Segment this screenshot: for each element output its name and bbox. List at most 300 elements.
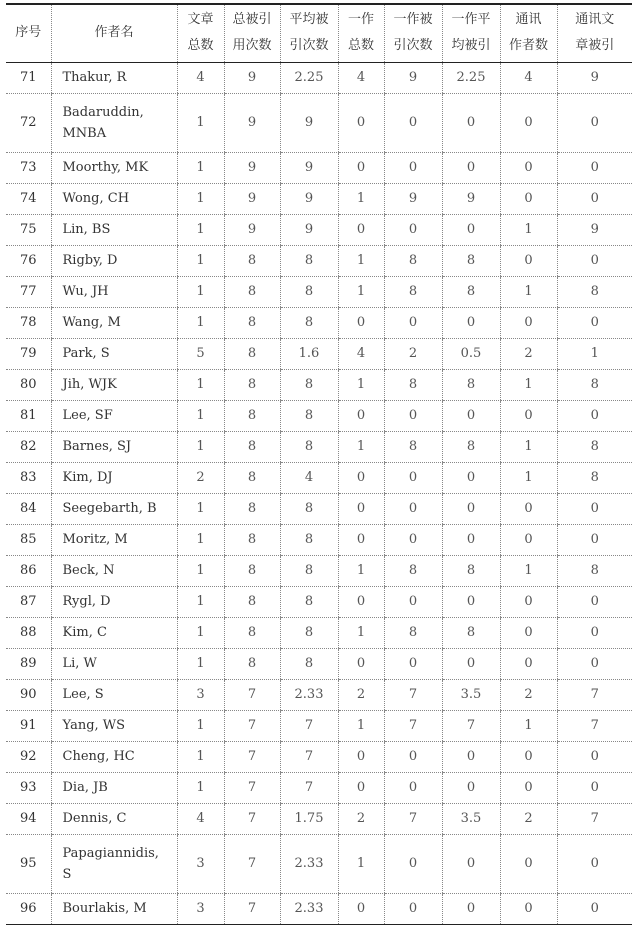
value-cell: 1 [177, 276, 224, 307]
value-cell: 1 [177, 710, 224, 741]
value-cell: 0 [557, 617, 632, 648]
header-label-line: 文章 [187, 12, 214, 28]
table-row [6, 555, 632, 586]
author-name-line: Thakur, R [62, 70, 127, 85]
table-row [6, 710, 632, 741]
value-cell: 1 [500, 369, 557, 400]
author-name [51, 214, 177, 245]
value-cell: 8 [224, 524, 280, 555]
author-name [51, 617, 177, 648]
value-cell: 4 [177, 62, 224, 93]
table-row [6, 338, 632, 369]
value-cell: 8 [442, 369, 500, 400]
value-cell: 2 [338, 679, 384, 710]
row-number: 90 [6, 679, 51, 710]
table-row [6, 152, 632, 183]
value-cell: 8 [384, 617, 442, 648]
table-row [6, 803, 632, 834]
value-cell: 0 [500, 772, 557, 803]
value-cell: 1 [177, 431, 224, 462]
author-name-line: Lee, S [62, 687, 104, 702]
table-row [6, 679, 632, 710]
header-label-line: 作者名 [94, 25, 134, 41]
value-cell: 4 [338, 338, 384, 369]
value-cell: 2 [338, 803, 384, 834]
header-label-line: 总被引 [232, 12, 272, 28]
value-cell: 2.33 [280, 679, 338, 710]
value-cell: 3 [177, 834, 224, 893]
value-cell: 0 [442, 93, 500, 152]
value-cell: 8 [224, 338, 280, 369]
value-cell: 0 [557, 772, 632, 803]
author-name-line: Yang, WS [62, 718, 126, 733]
value-cell: 7 [224, 772, 280, 803]
author-name-line: MNBA [62, 125, 107, 141]
value-cell: 1 [500, 462, 557, 493]
value-cell: 0 [557, 245, 632, 276]
header-label-line: 总数 [347, 38, 374, 54]
author-name [51, 62, 177, 93]
value-cell: 8 [280, 586, 338, 617]
avg-citations-header [280, 4, 338, 62]
row-number: 83 [6, 462, 51, 493]
value-cell: 5 [177, 338, 224, 369]
author-name [51, 555, 177, 586]
value-cell: 8 [224, 648, 280, 679]
value-cell: 1 [500, 555, 557, 586]
header-label-line: 一作被 [393, 12, 433, 28]
value-cell: 8 [280, 400, 338, 431]
value-cell: 0 [557, 93, 632, 152]
author-name [51, 710, 177, 741]
table-row [6, 617, 632, 648]
value-cell: 0 [500, 741, 557, 772]
first-author-avg-header [442, 4, 500, 62]
value-cell: 0 [500, 152, 557, 183]
author-name-line: Seegebarth, B [62, 501, 157, 516]
value-cell: 0 [338, 586, 384, 617]
value-cell: 0 [442, 586, 500, 617]
table-row [6, 183, 632, 214]
value-cell: 1 [338, 710, 384, 741]
value-cell: 0 [384, 400, 442, 431]
value-cell: 0 [338, 307, 384, 338]
value-cell: 8 [384, 369, 442, 400]
value-cell: 0 [557, 524, 632, 555]
value-cell: 7 [280, 741, 338, 772]
author-name-line: Dia, JB [62, 780, 108, 795]
table-row [6, 62, 632, 93]
value-cell: 1 [338, 183, 384, 214]
value-cell: 1 [177, 245, 224, 276]
value-cell: 0 [338, 648, 384, 679]
value-cell: 0 [557, 400, 632, 431]
row-number: 89 [6, 648, 51, 679]
author-name-line: Wong, CH [62, 191, 130, 206]
row-number: 81 [6, 400, 51, 431]
author-name-line: Beck, N [62, 563, 115, 578]
table-row [6, 493, 632, 524]
value-cell: 9 [557, 62, 632, 93]
table-row [6, 772, 632, 803]
value-cell: 0 [557, 586, 632, 617]
value-cell: 9 [224, 183, 280, 214]
value-cell: 8 [557, 369, 632, 400]
author-name-line: Moritz, M [62, 532, 128, 547]
value-cell: 0 [500, 617, 557, 648]
value-cell: 0.5 [442, 338, 500, 369]
value-cell: 0 [384, 462, 442, 493]
author-name [51, 893, 177, 924]
value-cell: 0 [500, 648, 557, 679]
value-cell: 8 [224, 307, 280, 338]
row-number: 92 [6, 741, 51, 772]
header-label-line: 用次数 [232, 38, 272, 54]
row-number: 85 [6, 524, 51, 555]
row-number: 73 [6, 152, 51, 183]
table-row [6, 214, 632, 245]
value-cell: 0 [338, 741, 384, 772]
value-cell: 1 [177, 648, 224, 679]
value-cell: 8 [224, 462, 280, 493]
value-cell: 8 [224, 400, 280, 431]
row-number: 71 [6, 62, 51, 93]
author-name [51, 586, 177, 617]
value-cell: 8 [442, 555, 500, 586]
value-cell: 1 [177, 772, 224, 803]
value-cell: 0 [384, 493, 442, 524]
row-number: 75 [6, 214, 51, 245]
value-cell: 4 [280, 462, 338, 493]
header-label-line: 作者数 [508, 38, 548, 54]
value-cell: 0 [500, 834, 557, 893]
value-cell: 0 [442, 648, 500, 679]
row-number: 87 [6, 586, 51, 617]
value-cell: 1.75 [280, 803, 338, 834]
no-header [6, 4, 51, 62]
value-cell: 0 [442, 741, 500, 772]
value-cell: 0 [384, 524, 442, 555]
value-cell: 8 [224, 431, 280, 462]
value-cell: 2.33 [280, 834, 338, 893]
first-author-count-header [338, 4, 384, 62]
value-cell: 1 [500, 710, 557, 741]
author-name [51, 93, 177, 152]
table-row [6, 276, 632, 307]
value-cell: 0 [500, 400, 557, 431]
value-cell: 7 [224, 893, 280, 924]
value-cell: 3 [177, 893, 224, 924]
value-cell: 0 [557, 893, 632, 924]
value-cell: 1 [338, 276, 384, 307]
author-name-line: Bourlakis, M [62, 901, 147, 916]
value-cell: 7 [224, 834, 280, 893]
value-cell: 0 [384, 772, 442, 803]
author-name [51, 803, 177, 834]
value-cell: 9 [280, 214, 338, 245]
value-cell: 0 [338, 893, 384, 924]
header-label-line: 通讯 [515, 12, 542, 28]
value-cell: 8 [280, 369, 338, 400]
value-cell: 0 [442, 462, 500, 493]
value-cell: 7 [557, 710, 632, 741]
value-cell: 1 [338, 555, 384, 586]
author-name [51, 679, 177, 710]
value-cell: 1 [338, 617, 384, 648]
table-row [6, 893, 632, 924]
value-cell: 1 [177, 307, 224, 338]
value-cell: 0 [557, 183, 632, 214]
value-cell: 0 [384, 214, 442, 245]
value-cell: 8 [224, 276, 280, 307]
value-cell: 8 [557, 555, 632, 586]
author-name-line: Moorthy, MK [62, 160, 149, 175]
table-row [6, 524, 632, 555]
author-name-line: Lin, BS [62, 222, 111, 237]
value-cell: 3 [177, 679, 224, 710]
value-cell: 8 [224, 493, 280, 524]
table-row [6, 741, 632, 772]
value-cell: 8 [442, 276, 500, 307]
citation-table [6, 3, 632, 925]
value-cell: 0 [338, 493, 384, 524]
row-number: 86 [6, 555, 51, 586]
header-label-line: 均被引 [451, 38, 491, 54]
table-row [6, 93, 632, 152]
author-name-line: Papagiannidis, [62, 845, 159, 861]
value-cell: 4 [500, 62, 557, 93]
header-row [6, 4, 632, 62]
value-cell: 2 [384, 338, 442, 369]
value-cell: 7 [224, 803, 280, 834]
value-cell: 0 [557, 741, 632, 772]
header-label-line: 引次数 [289, 38, 329, 54]
value-cell: 7 [280, 772, 338, 803]
value-cell: 0 [442, 400, 500, 431]
value-cell: 8 [280, 648, 338, 679]
value-cell: 0 [557, 648, 632, 679]
value-cell: 7 [384, 679, 442, 710]
author-header [51, 4, 177, 62]
value-cell: 9 [442, 183, 500, 214]
table-header [6, 4, 632, 62]
author-name-line: Badaruddin, [62, 104, 144, 120]
value-cell: 0 [557, 152, 632, 183]
value-cell: 9 [280, 93, 338, 152]
value-cell: 1 [177, 741, 224, 772]
value-cell: 9 [557, 214, 632, 245]
value-cell: 0 [500, 586, 557, 617]
author-name-line: Li, W [62, 656, 97, 671]
author-name-line: Dennis, C [62, 811, 127, 826]
value-cell: 8 [442, 245, 500, 276]
corresponding-count-header [500, 4, 557, 62]
value-cell: 0 [500, 307, 557, 338]
value-cell: 8 [280, 617, 338, 648]
value-cell: 8 [557, 431, 632, 462]
value-cell: 0 [338, 524, 384, 555]
value-cell: 9 [280, 152, 338, 183]
author-name [51, 369, 177, 400]
author-name [51, 245, 177, 276]
author-name-line: Kim, DJ [62, 470, 113, 485]
table-row [6, 462, 632, 493]
value-cell: 0 [384, 586, 442, 617]
author-name-line: Kim, C [62, 625, 107, 640]
value-cell: 0 [338, 214, 384, 245]
table-row [6, 307, 632, 338]
table-body [6, 62, 632, 924]
value-cell: 0 [557, 493, 632, 524]
author-name [51, 400, 177, 431]
header-label-line: 通讯文 [575, 12, 615, 28]
value-cell: 1 [177, 152, 224, 183]
value-cell: 1 [177, 214, 224, 245]
value-cell: 0 [557, 307, 632, 338]
author-name [51, 648, 177, 679]
row-number: 72 [6, 93, 51, 152]
row-number: 94 [6, 803, 51, 834]
value-cell: 7 [280, 710, 338, 741]
value-cell: 0 [442, 893, 500, 924]
value-cell: 2 [500, 679, 557, 710]
value-cell: 1 [338, 245, 384, 276]
value-cell: 1 [177, 93, 224, 152]
value-cell: 1 [177, 183, 224, 214]
value-cell: 2 [500, 803, 557, 834]
value-cell: 8 [557, 276, 632, 307]
author-name [51, 834, 177, 893]
row-number: 91 [6, 710, 51, 741]
value-cell: 8 [280, 307, 338, 338]
value-cell: 8 [280, 431, 338, 462]
author-name-line: S [62, 866, 72, 882]
value-cell: 8 [557, 462, 632, 493]
value-cell: 7 [442, 710, 500, 741]
author-name [51, 276, 177, 307]
value-cell: 2 [500, 338, 557, 369]
row-number: 88 [6, 617, 51, 648]
author-name-line: Jih, WJK [62, 377, 117, 392]
value-cell: 7 [557, 803, 632, 834]
value-cell: 0 [338, 152, 384, 183]
value-cell: 7 [384, 803, 442, 834]
value-cell: 8 [224, 245, 280, 276]
value-cell: 8 [384, 245, 442, 276]
author-name [51, 772, 177, 803]
value-cell: 0 [384, 152, 442, 183]
value-cell: 0 [557, 834, 632, 893]
author-name-line: Rigby, D [62, 253, 118, 268]
value-cell: 1 [177, 586, 224, 617]
value-cell: 1 [500, 431, 557, 462]
row-number: 84 [6, 493, 51, 524]
value-cell: 0 [442, 214, 500, 245]
value-cell: 8 [280, 555, 338, 586]
value-cell: 8 [224, 369, 280, 400]
value-cell: 0 [384, 648, 442, 679]
value-cell: 0 [500, 183, 557, 214]
author-name [51, 462, 177, 493]
value-cell: 7 [557, 679, 632, 710]
value-cell: 0 [338, 462, 384, 493]
value-cell: 9 [224, 152, 280, 183]
table-row [6, 648, 632, 679]
author-name-line: Park, S [62, 346, 110, 361]
value-cell: 1 [177, 369, 224, 400]
row-number: 95 [6, 834, 51, 893]
value-cell: 0 [384, 741, 442, 772]
value-cell: 9 [224, 62, 280, 93]
author-name-line: Wu, JH [62, 284, 109, 299]
row-number: 76 [6, 245, 51, 276]
value-cell: 1 [338, 431, 384, 462]
row-number: 79 [6, 338, 51, 369]
value-cell: 0 [442, 834, 500, 893]
header-label-line: 序号 [15, 25, 42, 41]
value-cell: 4 [177, 803, 224, 834]
value-cell: 0 [338, 93, 384, 152]
value-cell: 2.25 [280, 62, 338, 93]
row-number: 77 [6, 276, 51, 307]
author-name-line: Lee, SF [62, 408, 113, 423]
value-cell: 0 [384, 834, 442, 893]
total-citations-header [224, 4, 280, 62]
author-name [51, 183, 177, 214]
row-number: 96 [6, 893, 51, 924]
value-cell: 1 [338, 834, 384, 893]
author-name [51, 741, 177, 772]
value-cell: 9 [384, 183, 442, 214]
value-cell: 0 [500, 245, 557, 276]
value-cell: 0 [442, 493, 500, 524]
value-cell: 8 [442, 617, 500, 648]
value-cell: 8 [280, 245, 338, 276]
value-cell: 9 [384, 62, 442, 93]
row-number: 93 [6, 772, 51, 803]
value-cell: 2.25 [442, 62, 500, 93]
header-label-line: 平均被 [289, 12, 329, 28]
first-author-citations-header [384, 4, 442, 62]
row-number: 82 [6, 431, 51, 462]
value-cell: 2 [177, 462, 224, 493]
value-cell: 1 [338, 369, 384, 400]
corresponding-citations-header [557, 4, 632, 62]
value-cell: 8 [224, 617, 280, 648]
value-cell: 7 [224, 741, 280, 772]
value-cell: 8 [384, 431, 442, 462]
value-cell: 1.6 [280, 338, 338, 369]
author-name-line: Rygl, D [62, 594, 111, 609]
header-label-line: 一作平 [451, 12, 491, 28]
row-number: 78 [6, 307, 51, 338]
value-cell: 0 [384, 93, 442, 152]
value-cell: 9 [224, 214, 280, 245]
value-cell: 7 [384, 710, 442, 741]
value-cell: 8 [280, 524, 338, 555]
value-cell: 0 [500, 93, 557, 152]
author-name-line: Cheng, HC [62, 749, 135, 764]
value-cell: 1 [177, 493, 224, 524]
value-cell: 1 [500, 214, 557, 245]
value-cell: 7 [224, 679, 280, 710]
author-name [51, 493, 177, 524]
value-cell: 8 [442, 431, 500, 462]
value-cell: 1 [177, 400, 224, 431]
row-number: 74 [6, 183, 51, 214]
author-name-line: Barnes, SJ [62, 439, 132, 454]
value-cell: 0 [384, 893, 442, 924]
